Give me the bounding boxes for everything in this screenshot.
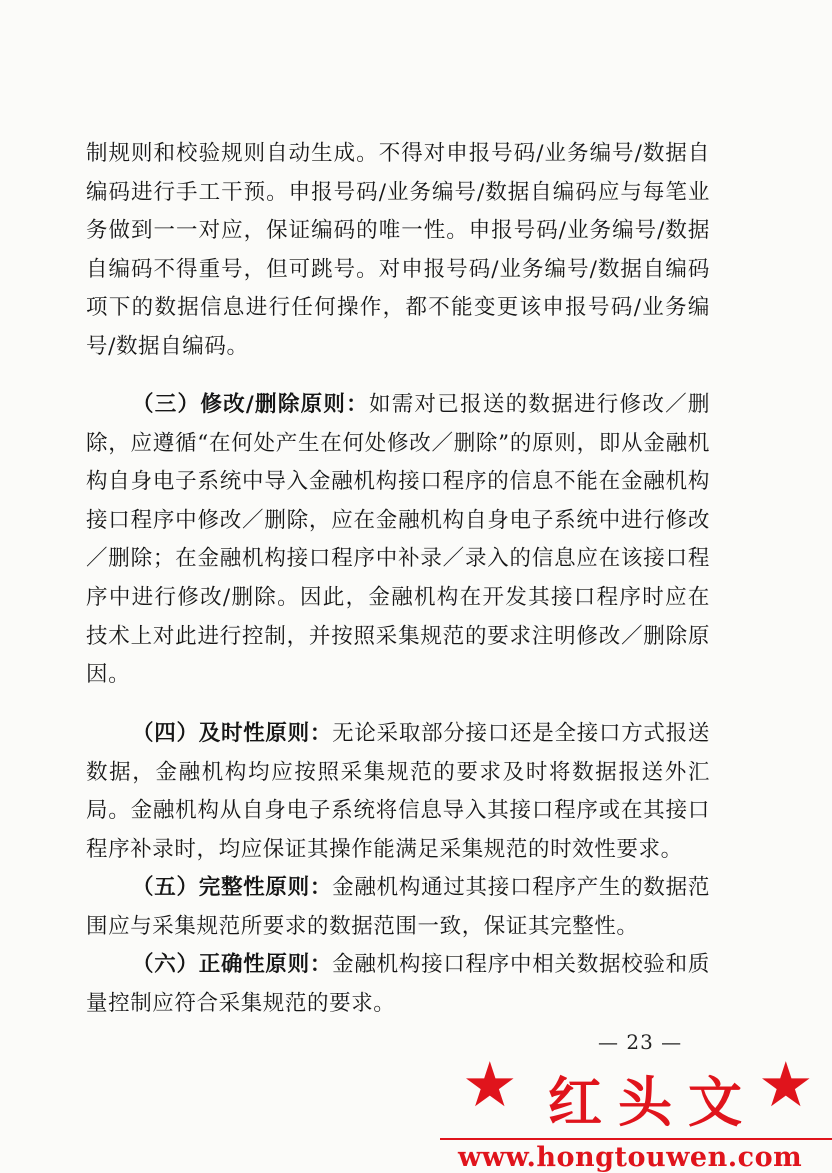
paragraph-text: 如需对已报送的数据进行修改／删除，应遵循“在何处产生在何处修改／删除”的原则，即从金融机构自身电子系统中导入金融机构接口程序的信息不能在金融机构接口程序中修改／删除，应在金融机构自身电子系统中进行修改／删除；在金融机构接口程序中补录／录入的信息应在该接口程序中进行修改/删除。因此，金融机构在开发其接口程序时应在技术上对此进行控制，并按照采集规范的要求注明修改／删除原因。 [86, 392, 710, 688]
paragraph-text: 制规则和校验规则自动生成。不得对申报号码/业务编号/数据自编码进行手工干预。申报号码/业务编号/数据自编码应与每笔业务做到一一对应，保证编码的唯一性。申报号码/业务编号/数据自编码不得重号，但可跳号。对申报号码/业务编号/数据自编码项下的数据信息进行任何操作，都不能变更该申报号码/业务编号/数据自编码。 [86, 141, 710, 359]
star-icon: ★ [462, 1048, 518, 1121]
section-heading: （五）完整性原则： [132, 875, 333, 900]
paragraph-text: 金融机构通过其接口程序产生的数据范围应与采集规范所要求的数据范围一致，保证其完整性。 [86, 875, 710, 939]
paragraph-text: 无论采取部分接口还是全接口方式报送数据，金融机构均应按照采集规范的要求及时将数据报送外汇局。金融机构从自身电子系统将信息导入其接口程序或在其接口程序补录时，均应保证其操作能满足采集规范的时效性要求。 [86, 721, 710, 862]
paragraph-continuation [86, 135, 710, 367]
star-icon: ★ [758, 1048, 814, 1121]
watermark-url: www.hongtouwen.com [458, 1142, 803, 1173]
paragraph-modify-delete-principle [86, 386, 710, 695]
section-heading: （三）修改/删除原则： [132, 392, 369, 417]
paragraph-timeliness-principle [86, 715, 710, 869]
paragraph-completeness-principle [86, 869, 710, 946]
watermark-brand: 红头文 [548, 1071, 758, 1134]
page-number: — 23 — [598, 1030, 683, 1054]
paragraph-text: 金融机构接口程序中相关数据校验和质量控制应符合采集规范的要求。 [86, 952, 710, 1016]
section-heading: （六）正确性原则： [132, 952, 333, 977]
watermark-banner [440, 1048, 832, 1173]
paragraph-correctness-principle [86, 946, 710, 1023]
watermark-divider [440, 1138, 832, 1140]
section-heading: （四）及时性原则： [132, 721, 333, 746]
